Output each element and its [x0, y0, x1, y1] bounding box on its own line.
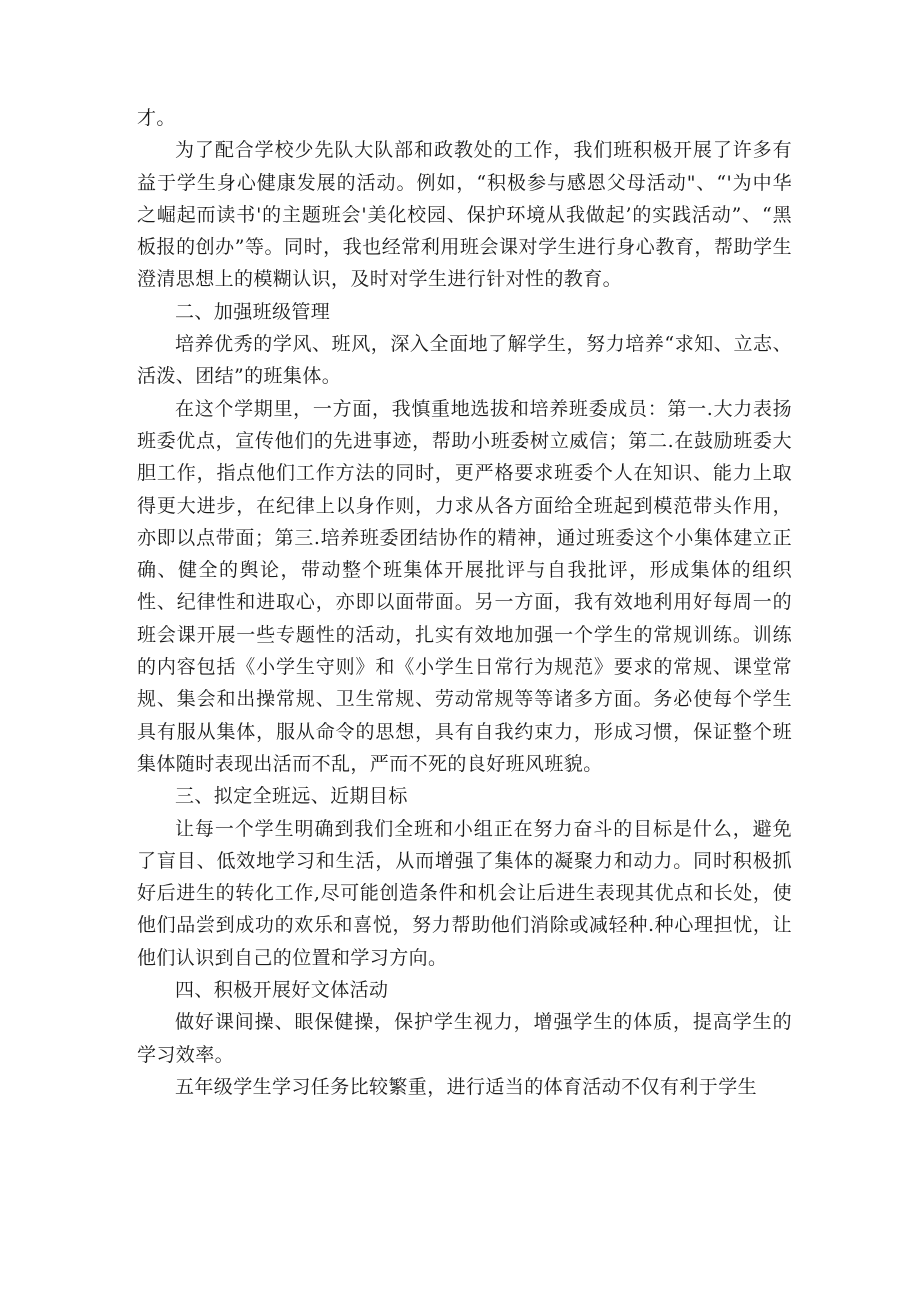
document-body: [137, 102, 792, 1103]
section-heading-2: 二、加强班级管理: [175, 300, 331, 323]
section-heading-3: 三、拟定全班远、近期目标: [175, 785, 408, 808]
paragraph-activities: 为了配合学校少先队大队部和政教处的工作，我们班积极开展了许多有益于学生身心健康发展的活动。例如，“积极参与感恩父母活动"、“'为中华之崛起而读书'的主题班会'美化校园、保护环境从我做起’的实践活动”、“黑板报的创办”等。同时，我也经常利用班会课对学生进行身心教育，帮助学生澄清思想上的模糊认识，及时对学生进行针对性的教育。: [137, 139, 792, 291]
section-heading-4: 四、积极开展好文体活动: [175, 979, 389, 1002]
paragraph-goals: 让每一个学生明确到我们全班和小组正在努力奋斗的目标是什么，避免了盲目、低效地学习和生活，从而增强了集体的凝聚力和动力。同时积极抓好后进生的转化工作,尽可能创造条件和机会让后进生表现其优点和长处，使他们品尝到成功的欢乐和喜悦，努力帮助他们消除或减轻种.种心理担忧，让他们认识到自己的位置和学习方向。: [137, 817, 792, 969]
continuation-text: 才。: [137, 107, 176, 129]
paragraph-exercises: 做好课间操、眼保健操，保护学生视力，增强学生的体质，提高学生的学习效率。: [137, 1011, 792, 1066]
paragraph-class-committee: 在这个学期里，一方面，我慎重地选拔和培养班委成员：第一.大力表扬班委优点，宣传他们的先进事迹，帮助小班委树立威信；第二.在鼓励班委大胆工作，指点他们工作方法的同时，更严格要求班委个人在知识、能力上取得更大进步，在纪律上以身作则，力求从各方面给全班起到模范带头作用，亦即以点带面；第三.培养班委团结协作的精神，通过班委这个小集体建立正确、健全的舆论，带动整个班集体开展批评与自我批评，形成集体的组织性、纪律性和进取心，亦即以面带面。另一方面，我有效地利用好每周一的班会课开展一些专题性的活动，扎实有效地加强一个学生的常规训练。训练的内容包括《小学生守则》和《小学生日常行为规范》要求的常规、课堂常规、集会和出操常规、卫生常规、劳动常规等等诸多方面。务必使每个学生具有服从集体，服从命令的思想，具有自我约束力，形成习惯，保证整个班集体随时表现出活而不乱，严而不死的良好班风班貌。: [137, 397, 792, 775]
paragraph-grade-five: 五年级学生学习任务比较繁重，进行适当的体育活动不仅有利于学生: [175, 1075, 758, 1098]
paragraph-class-spirit: 培养优秀的学风、班风，深入全面地了解学生，努力培养“求知、立志、活泼、团结”的班集体。: [137, 333, 792, 388]
